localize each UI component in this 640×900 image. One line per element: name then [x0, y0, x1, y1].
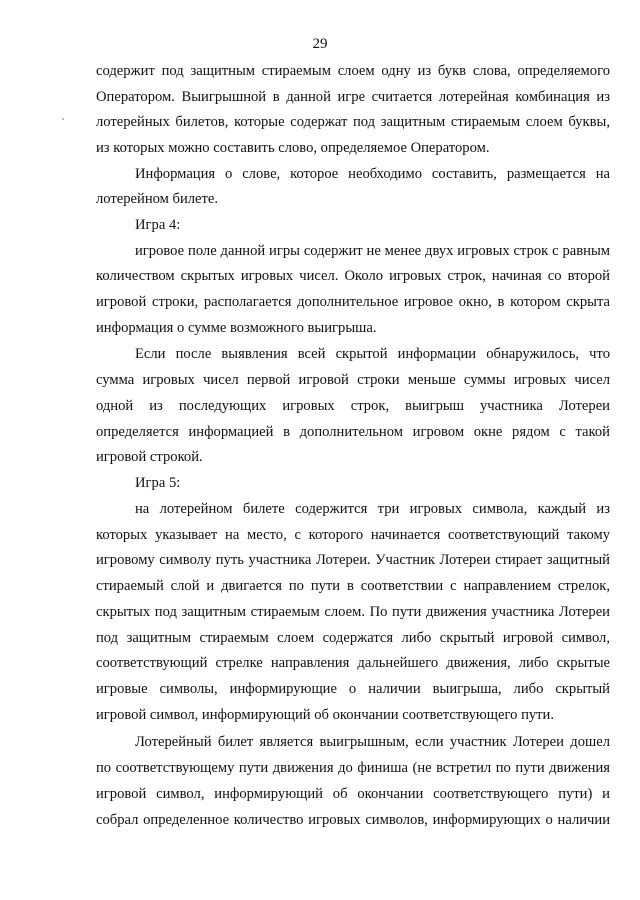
text-line: игровые символы, информирующие о наличии выигрыша, либо скрытый	[96, 681, 610, 697]
paragraph-first-line: Лотерейный билет является выигрышным, если участник Лотереи дошел	[135, 734, 610, 750]
game-heading: Игра 4:	[135, 217, 181, 233]
text-line: из которых можно составить слово, определяемое Оператором.	[96, 140, 490, 156]
text-line: соответствующий стрелке направления дальнейшего движения, либо скрытые	[96, 655, 610, 671]
text-line: лотерейном билете.	[96, 191, 219, 207]
text-line: игровой строки, располагается дополнительное игровое окно, в котором скрыта	[96, 294, 610, 310]
text-line: игровой символ, информирующий об окончании соответствующего пути) и	[96, 786, 610, 802]
text-line: одной из последующих игровых строк, выигрыш участника Лотереи	[96, 398, 610, 414]
text-line: игровому символу путь участника Лотереи. Участник Лотереи стирает защитный	[96, 552, 610, 568]
text-line: Оператором. Выигрышной в данной игре считается лотерейная комбинация из	[96, 89, 610, 105]
text-line: лотерейных билетов, которые содержат под защитным стираемым слоем буквы,	[96, 114, 610, 130]
text-line: определяется информацией в дополнительном игровом окне рядом с такой	[96, 424, 610, 440]
paragraph-first-line: игровое поле данной игры содержит не менее двух игровых строк с равным	[135, 243, 610, 259]
text-line: которых указывает на место, с которого начинается соответствующий такому	[96, 527, 610, 543]
text-line: количеством скрытых игровых чисел. Около игровых строк, начиная со второй	[96, 268, 610, 284]
paragraph-first-line: на лотерейном билете содержится три игровых символа, каждый из	[135, 501, 610, 517]
text-line: содержит под защитным стираемым слоем одну из букв слова, определяемого	[96, 63, 610, 79]
text-line: игровой строкой.	[96, 449, 203, 465]
page-number: 29	[312, 36, 328, 52]
text-line: игровой символ, информирующий об окончании соответствующего пути.	[96, 707, 555, 723]
text-line: под защитным стираемым слоем содержатся либо скрытый игровой символ,	[96, 630, 610, 646]
text-line: информация о сумме возможного выигрыша.	[96, 320, 377, 336]
paragraph-first-line: Если после выявления всей скрытой информации обнаружилось, что	[135, 346, 610, 362]
text-line: скрытых под защитным стираемым слоем. По пути движения участника Лотереи	[96, 604, 610, 620]
scan-speck	[62, 118, 64, 120]
text-line: по соответствующему пути движения до финиша (не встретил по пути движения	[96, 760, 610, 776]
text-line: стираемый слой и двигается по пути в соответствии с направлением стрелок,	[96, 578, 610, 594]
text-line: сумма игровых чисел первой игровой строки меньше суммы игровых чисел	[96, 372, 610, 388]
paragraph-first-line: Информация о слове, которое необходимо составить, размещается на	[135, 166, 610, 182]
text-line: собрал определенное количество игровых символов, информирующих о наличии	[96, 812, 610, 828]
game-heading: Игра 5:	[135, 475, 181, 491]
